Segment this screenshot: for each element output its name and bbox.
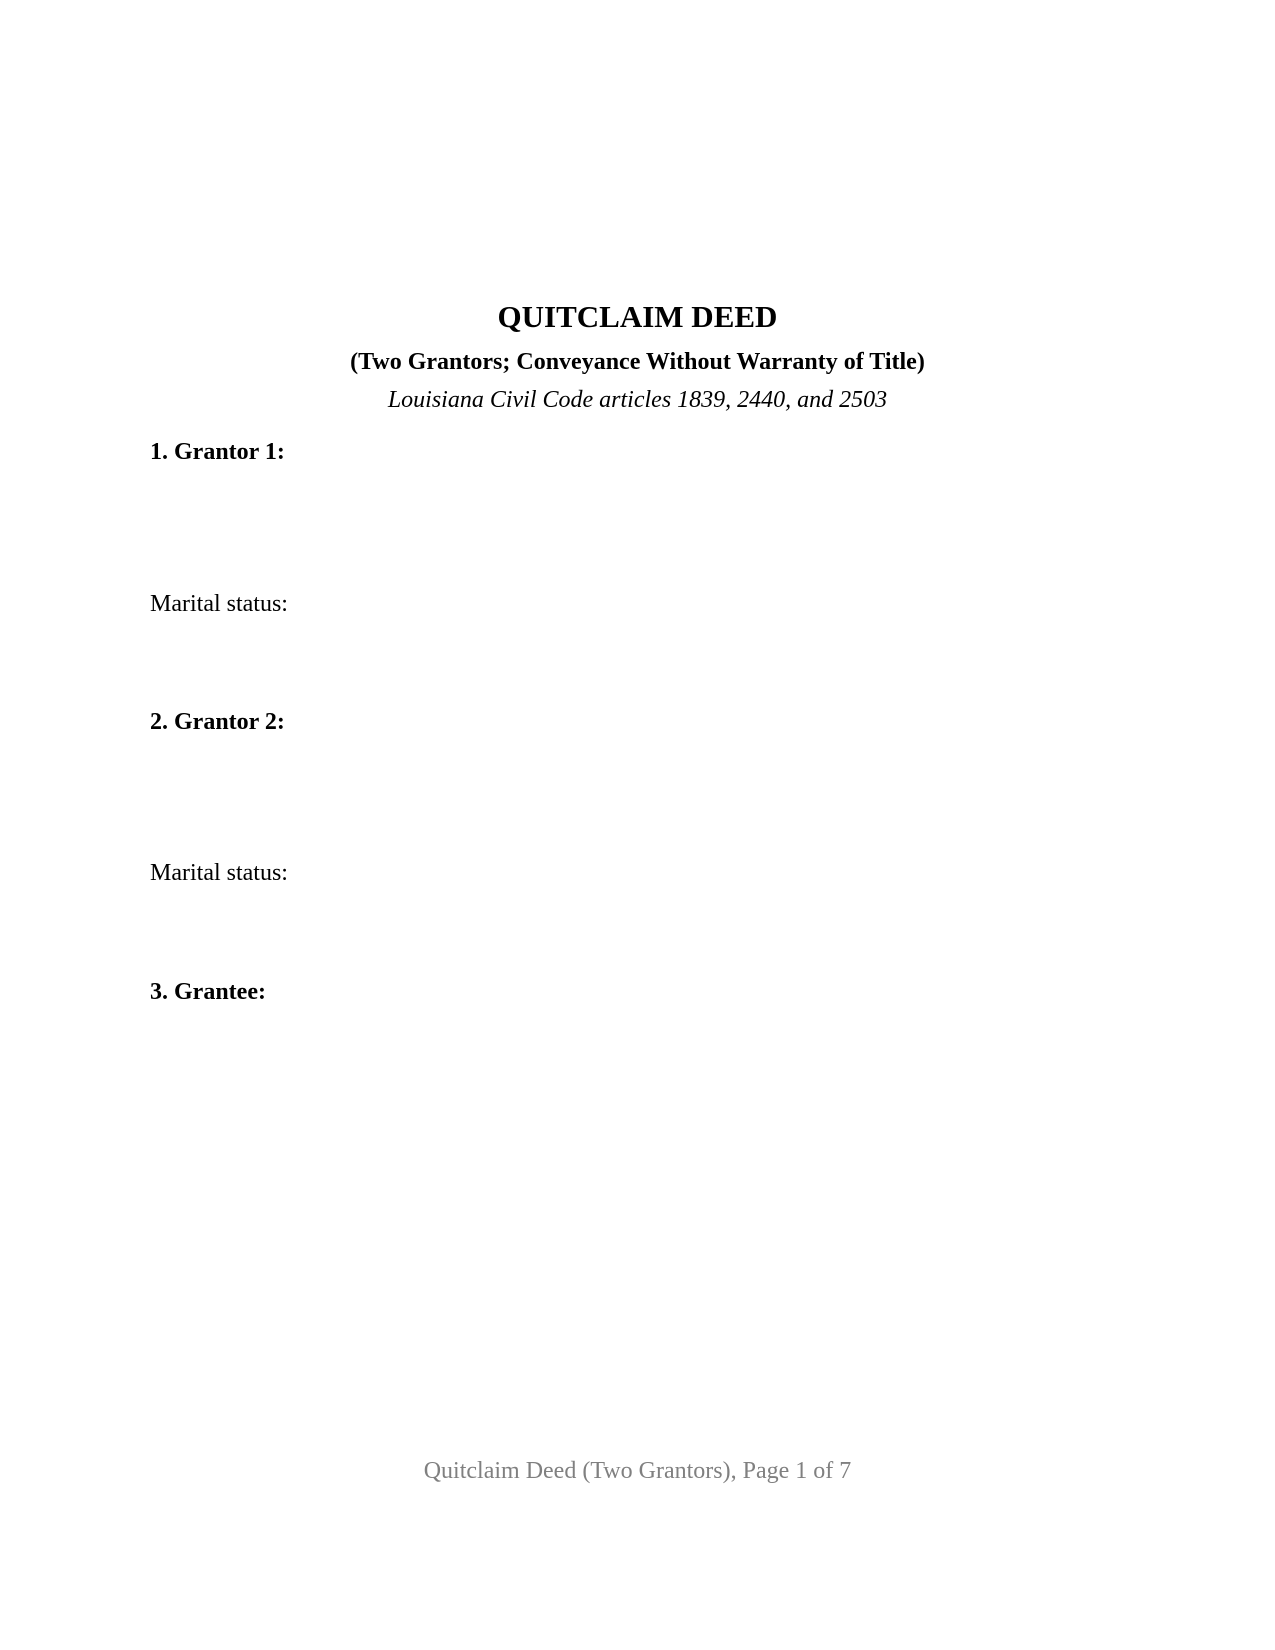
page-footer: Quitclaim Deed (Two Grantors), Page 1 of 7 (423, 1458, 852, 1484)
grantor-2-marital-status-label: Marital status: (150, 860, 288, 886)
grantor-1-marital-status-label: Marital status: (150, 591, 288, 617)
section-heading-grantee: 3. Grantee: (150, 979, 266, 1005)
section-heading-grantor-1: 1. Grantor 1: (150, 439, 285, 465)
document-title: QUITCLAIM DEED (497, 299, 778, 334)
section-heading-grantor-2: 2. Grantor 2: (150, 709, 285, 735)
document-subtitle: (Two Grantors; Conveyance Without Warranty of Title) (350, 349, 925, 375)
legal-citation: Louisiana Civil Code articles 1839, 2440, and 2503 (387, 387, 888, 413)
